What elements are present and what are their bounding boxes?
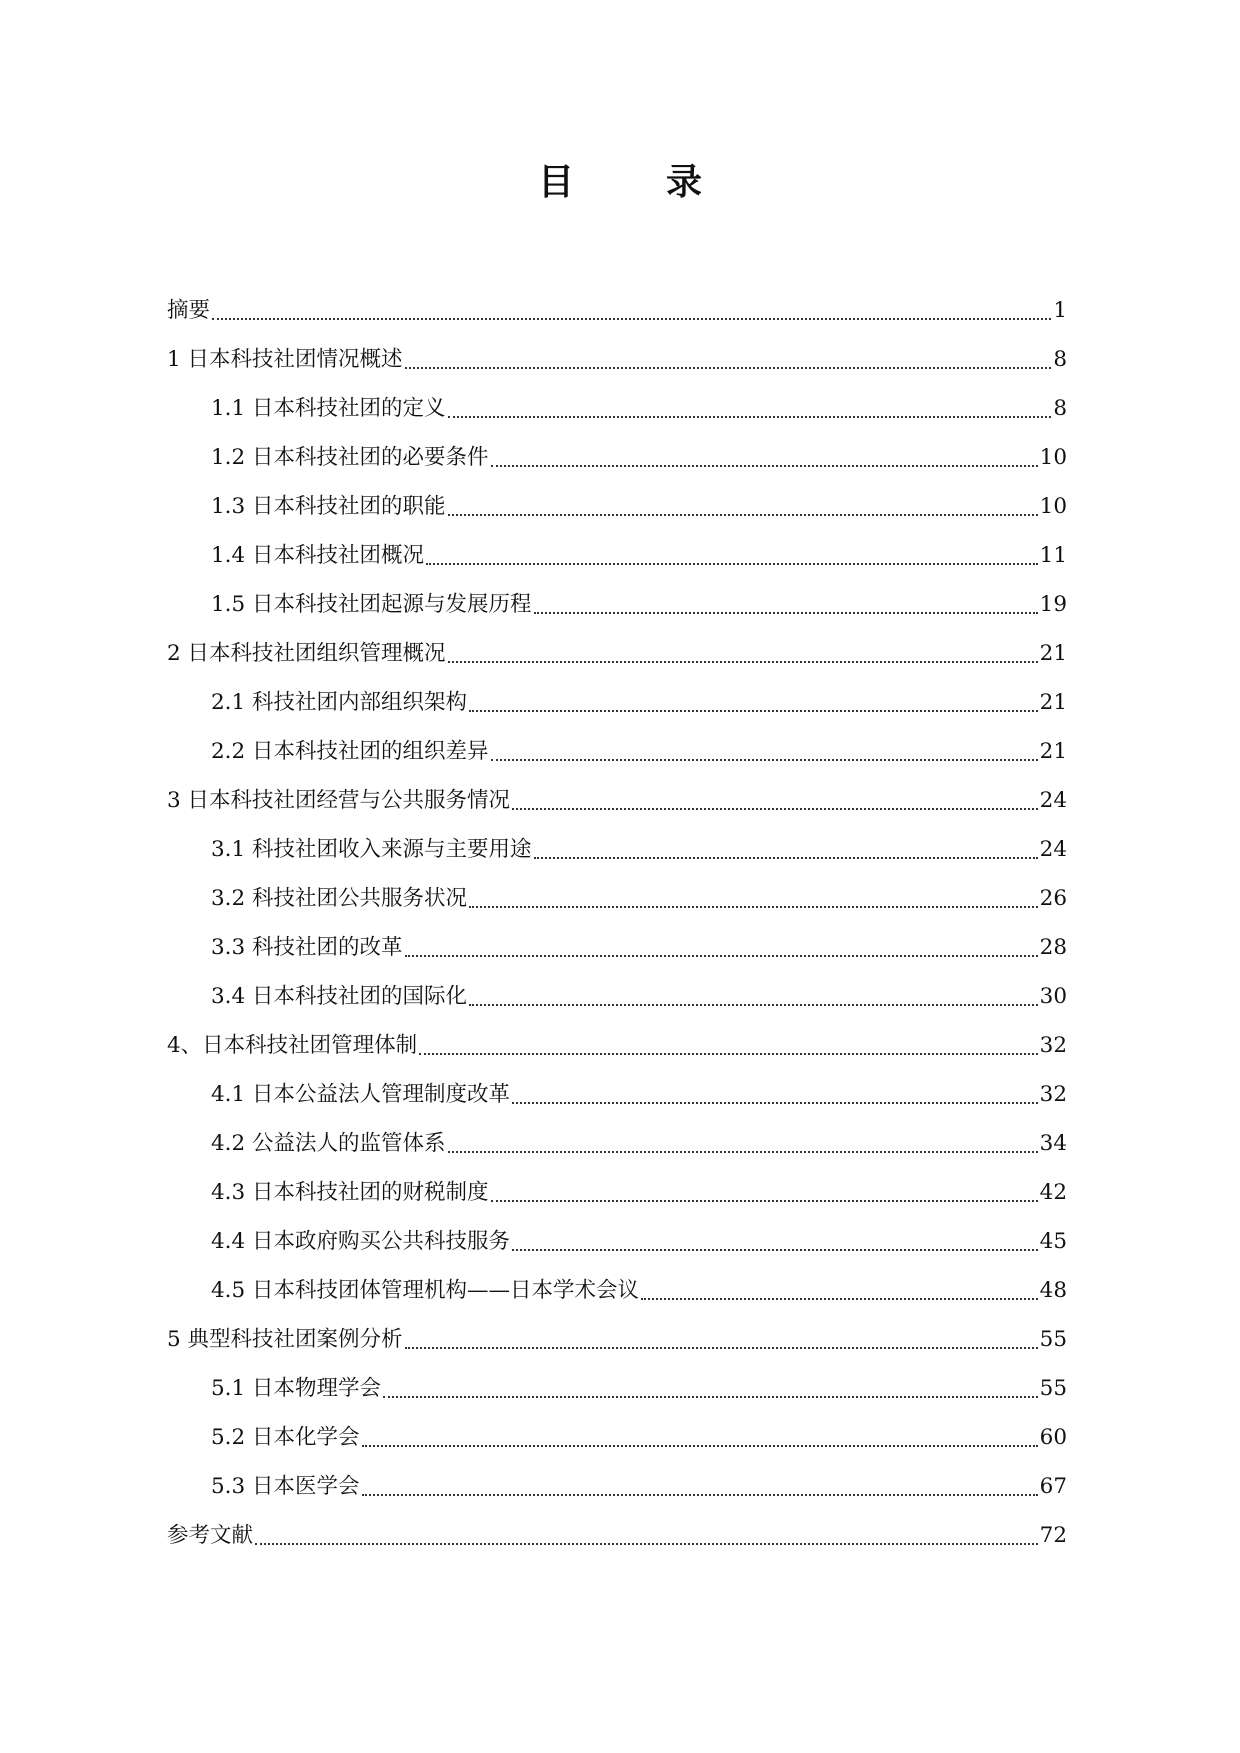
toc-entry-title: 3.1 科技社团收入来源与主要用途	[211, 837, 532, 862]
dot-leader	[448, 1151, 1038, 1153]
dot-leader	[362, 1445, 1038, 1447]
toc-entry-page-number: 19	[1039, 592, 1067, 617]
toc-entry-title: 3.4 日本科技社团的国际化	[211, 984, 468, 1009]
toc-entry-page-number: 8	[1053, 347, 1067, 372]
dot-leader	[512, 808, 1038, 810]
toc-entry-page-number: 24	[1039, 837, 1067, 862]
toc-entry[interactable]	[167, 1117, 1067, 1166]
toc-entry-page-number: 24	[1039, 788, 1067, 813]
toc-entry-page-number: 32	[1039, 1082, 1067, 1107]
toc-entry[interactable]	[167, 529, 1067, 578]
toc-entry[interactable]	[167, 1313, 1067, 1362]
toc-entry-title: 4.2 公益法人的监管体系	[211, 1131, 446, 1156]
toc-entry-title: 5.2 日本化学会	[211, 1425, 360, 1450]
toc-entry-title: 3 日本科技社团经营与公共服务情况	[167, 788, 511, 813]
dot-leader	[491, 759, 1038, 761]
toc-entry-page-number: 67	[1039, 1474, 1067, 1499]
toc-entry[interactable]	[167, 725, 1067, 774]
toc-entry-page-number: 55	[1039, 1376, 1067, 1401]
dot-leader	[426, 563, 1038, 565]
toc-entry-page-number: 42	[1039, 1180, 1067, 1205]
toc-entry-title: 3.2 科技社团公共服务状况	[211, 886, 468, 911]
toc-entry-page-number: 10	[1039, 494, 1067, 519]
dot-leader	[491, 465, 1038, 467]
toc-entry-title: 5.3 日本医学会	[211, 1474, 360, 1499]
toc-entry-title: 4.5 日本科技团体管理机构——日本学术会议	[211, 1278, 640, 1303]
toc-entry[interactable]	[167, 1264, 1067, 1313]
toc-entry-title: 1.5 日本科技社团起源与发展历程	[211, 592, 532, 617]
toc-entry-title: 1.3 日本科技社团的职能	[211, 494, 446, 519]
dot-leader	[448, 514, 1038, 516]
dot-leader	[512, 1102, 1038, 1104]
toc-entry-page-number: 10	[1039, 445, 1067, 470]
toc-entry-page-number: 48	[1039, 1278, 1067, 1303]
table-of-contents	[167, 284, 1067, 1558]
toc-entry-title: 2 日本科技社团组织管理概况	[167, 641, 446, 666]
toc-entry-page-number: 26	[1039, 886, 1067, 911]
toc-entry[interactable]	[167, 823, 1067, 872]
toc-entry-title: 2.1 科技社团内部组织架构	[211, 690, 468, 715]
toc-entry-title: 4、日本科技社团管理体制	[167, 1033, 418, 1058]
toc-entry-page-number: 34	[1039, 1131, 1067, 1156]
toc-entry-page-number: 1	[1053, 298, 1067, 323]
toc-entry-title: 参考文献	[167, 1523, 254, 1548]
toc-entry[interactable]	[167, 774, 1067, 823]
dot-leader	[491, 1200, 1038, 1202]
toc-entry-title: 5.1 日本物理学会	[211, 1376, 382, 1401]
dot-leader	[405, 1347, 1038, 1349]
toc-entry-title: 5 典型科技社团案例分析	[167, 1327, 403, 1352]
toc-entry[interactable]	[167, 1019, 1067, 1068]
toc-entry[interactable]	[167, 1509, 1067, 1558]
toc-entry[interactable]	[167, 872, 1067, 921]
toc-entry-page-number: 60	[1039, 1425, 1067, 1450]
toc-entry-page-number: 8	[1053, 396, 1067, 421]
dot-leader	[255, 1543, 1038, 1545]
toc-entry-title: 1.2 日本科技社团的必要条件	[211, 445, 489, 470]
toc-entry[interactable]	[167, 921, 1067, 970]
toc-entry-title: 4.1 日本公益法人管理制度改革	[211, 1082, 511, 1107]
toc-entry-page-number: 30	[1039, 984, 1067, 1009]
dot-leader	[419, 1053, 1037, 1055]
toc-entry[interactable]	[167, 1411, 1067, 1460]
toc-entry[interactable]	[167, 431, 1067, 480]
toc-entry-page-number: 11	[1039, 543, 1067, 568]
toc-entry-page-number: 72	[1039, 1523, 1067, 1548]
dot-leader	[212, 318, 1051, 320]
toc-entry-title: 2.2 日本科技社团的组织差异	[211, 739, 489, 764]
dot-leader	[469, 1004, 1038, 1006]
toc-entry[interactable]	[167, 1215, 1067, 1264]
dot-leader	[641, 1298, 1038, 1300]
toc-entry[interactable]	[167, 382, 1067, 431]
dot-leader	[448, 416, 1052, 418]
toc-entry-page-number: 21	[1039, 641, 1067, 666]
toc-entry-title: 4.3 日本科技社团的财税制度	[211, 1180, 489, 1205]
toc-entry-title: 3.3 科技社团的改革	[211, 935, 403, 960]
toc-entry-title: 1 日本科技社团情况概述	[167, 347, 403, 372]
toc-entry[interactable]	[167, 1068, 1067, 1117]
dot-leader	[469, 710, 1038, 712]
dot-leader	[383, 1396, 1038, 1398]
toc-entry[interactable]	[167, 333, 1067, 382]
toc-entry[interactable]	[167, 1362, 1067, 1411]
toc-entry[interactable]	[167, 627, 1067, 676]
dot-leader	[448, 661, 1038, 663]
toc-entry-title: 1.1 日本科技社团的定义	[211, 396, 446, 421]
toc-entry[interactable]	[167, 676, 1067, 725]
toc-entry-page-number: 55	[1039, 1327, 1067, 1352]
dot-leader	[534, 857, 1038, 859]
toc-entry[interactable]	[167, 284, 1067, 333]
dot-leader	[405, 955, 1038, 957]
dot-leader	[512, 1249, 1038, 1251]
toc-entry-title: 1.4 日本科技社团概况	[211, 543, 425, 568]
toc-entry-page-number: 21	[1039, 739, 1067, 764]
dot-leader	[405, 367, 1052, 369]
toc-entry-page-number: 21	[1039, 690, 1067, 715]
toc-entry[interactable]	[167, 1460, 1067, 1509]
toc-entry[interactable]	[167, 1166, 1067, 1215]
toc-entry-page-number: 45	[1039, 1229, 1067, 1254]
dot-leader	[534, 612, 1038, 614]
toc-entry[interactable]	[167, 578, 1067, 627]
toc-entry-page-number: 28	[1039, 935, 1067, 960]
toc-entry-page-number: 32	[1039, 1033, 1067, 1058]
page-title: 目 录	[537, 161, 730, 203]
toc-entry[interactable]	[167, 970, 1067, 1019]
dot-leader	[469, 906, 1038, 908]
toc-entry[interactable]	[167, 480, 1067, 529]
dot-leader	[362, 1494, 1038, 1496]
toc-entry-title: 摘要	[167, 298, 211, 323]
toc-entry-title: 4.4 日本政府购买公共科技服务	[211, 1229, 511, 1254]
